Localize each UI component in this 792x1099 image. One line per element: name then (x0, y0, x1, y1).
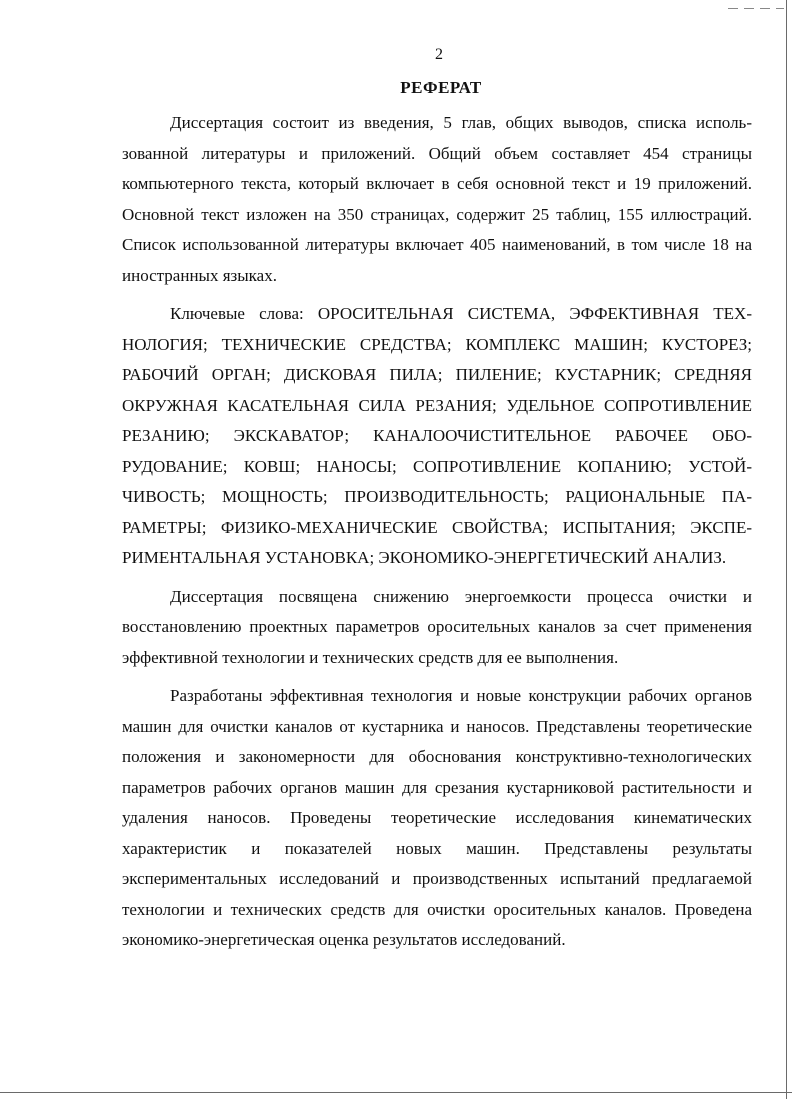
scan-edge-bottom (0, 1092, 792, 1093)
scan-edge-right (786, 0, 787, 1099)
purpose-paragraph: Диссертация посвящена снижению энергоемкости процесса очистки и восстановлению проектных параметров оросительных каналов за счет применения эффективной технологии и технических средств для ее выполнения. (122, 586, 752, 667)
document-page (122, 44, 752, 964)
results-paragraph: Разработаны эффективная технология и новые конструкции рабочих органов машин для очистки каналов от кустарника и наносов. Представлены теоретические положения и закономерности для обоснования конструктивно-технологических параметров рабочих органов машин для срезания кустарниковой растительности и удаления наносов. Проведены теоретические исследования кинематических характеристик и показателей новых машин. Представлены результаты экспериментальных исследований и производственных испытаний предлагаемой технологии и технических средств для очистки оросительных каналов. Проведена экономико-энергетическая оценка результатов исследований. (122, 686, 752, 949)
keywords-paragraph: Ключевые слова: ОРОСИТЕЛЬНАЯ СИСТЕМА, ЭФФЕКТИВНАЯ ТЕХНОЛОГИЯ; ТЕХНИЧЕСКИЕ СРЕДСТВА; КОМПЛЕКС МАШИН; КУСТОРЕЗ; РАБОЧИЙ ОРГАН; ДИСКОВАЯ ПИЛА; ПИЛЕНИЕ; КУСТАРНИК; СРЕДНЯЯ ОКРУЖНАЯ КАСАТЕЛЬНАЯ СИЛА РЕЗАНИЯ; УДЕЛЬНОЕ СОПРОТИВЛЕНИЕ РЕЗАНИЮ; ЭКСКАВАТОР; КАНАЛООЧИСТИТЕЛЬНОЕ РАБОЧЕЕ ОБОРУДОВАНИЕ; КОВШ; НАНОСЫ; СОПРОТИВЛЕНИЕ КОПАНИЮ; УСТОЙЧИВОСТЬ; МОЩНОСТЬ; ПРОИЗВОДИТЕЛЬНОСТЬ; РАЦИОНАЛЬНЫЕ ПАРАМЕТРЫ; ФИЗИКО-МЕХАНИЧЕСКИЕ СВОЙСТВА; ИСПЫТАНИЯ; ЭКСПЕРИМЕНТАЛЬНАЯ УСТАНОВКА; ЭКОНОМИКО-ЭНЕРГЕТИЧЕСКИЙ АНАЛИЗ. (122, 304, 752, 567)
summary-paragraph: Диссертация состоит из введения, 5 глав, общих выводов, списка использованной литературы и приложений. Общий объем составляет 454 страницы компьютерного текста, который включает в себя основной текст и 19 приложений. Основной текст изложен на 350 страницах, содержит 25 таблиц, 155 иллюстраций. Список использованной литературы включает 405 наименований, в том числе 18 на иностранных языках. (122, 113, 752, 285)
scan-dash-top-right (728, 8, 784, 9)
page-number: 2 (435, 46, 443, 63)
section-heading: РЕФЕРАТ (400, 78, 482, 97)
